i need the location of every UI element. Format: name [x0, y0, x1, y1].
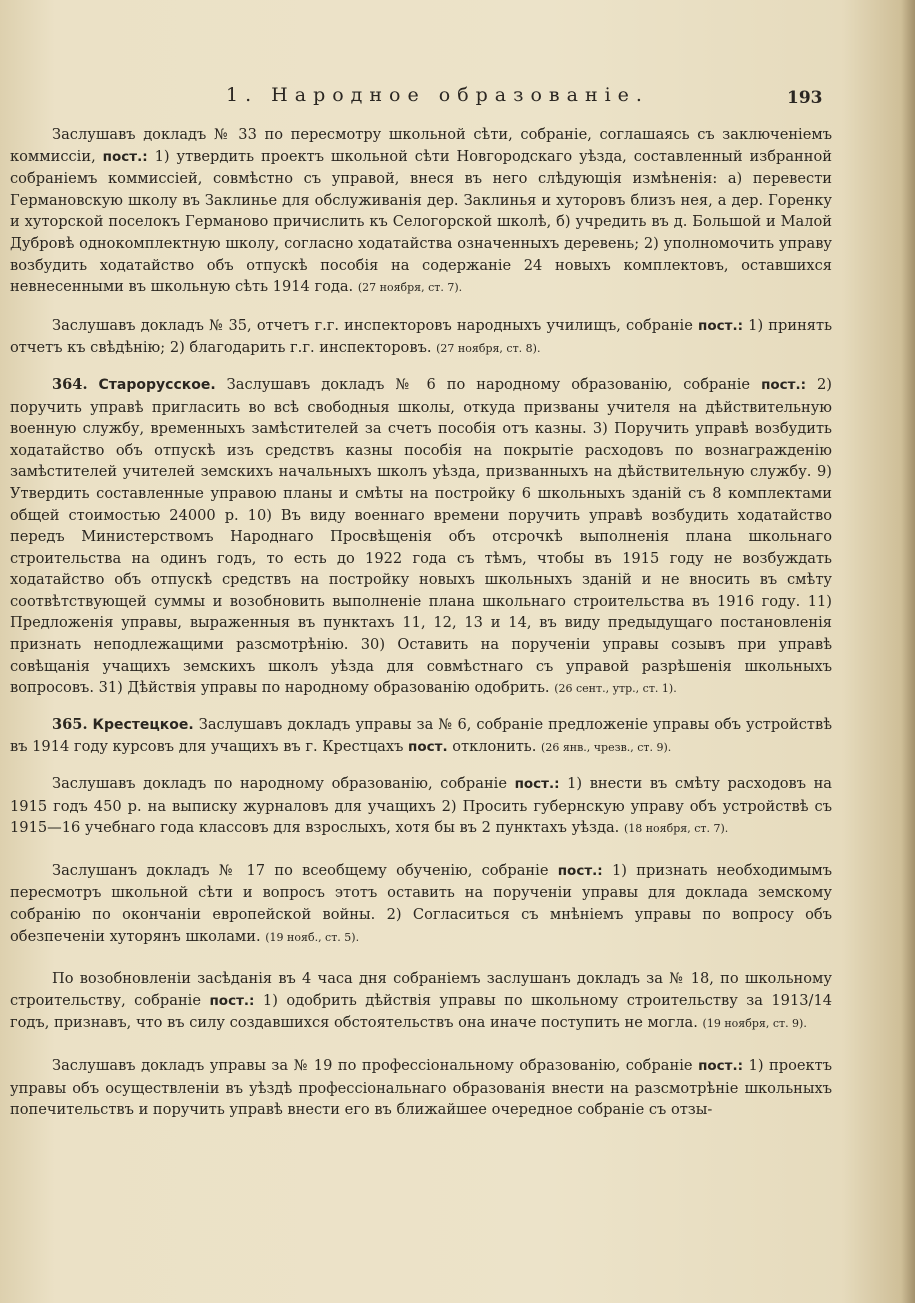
- paragraph-intro: По возобновленіи засѣданія въ 4 часа дня собраніемъ заслушанъ докладъ за № 18, по школьному строительству, собраніе: [10, 970, 832, 1009]
- page-number: 193: [787, 88, 823, 108]
- paragraph-text: 1) принять отчетъ къ свѣдѣнію; 2) благодарить г.г. инспекторовъ.: [10, 316, 833, 357]
- resolution-marker: пост.: [408, 739, 448, 756]
- page-header: [0, 84, 915, 114]
- resolution-marker: пост.:: [102, 148, 148, 165]
- paragraph-intro: Заслушавъ докладъ № 33 по пересмотру школьной сѣти, собраніе, соглашаясь съ заключеніемъ коммиссіи,: [10, 126, 832, 165]
- paragraph-8: [10, 1055, 832, 1122]
- section-number: 365.: [52, 715, 88, 733]
- session-reference: (18 ноября, ст. 7).: [623, 822, 729, 836]
- paragraph-1: [10, 124, 832, 299]
- paragraph-intro: Заслушавъ докладъ № 6 по народному образованію, собраніе: [226, 375, 751, 393]
- paragraph-365: [10, 714, 832, 759]
- paragraph-text: 1) утвердить проектъ школьной сѣти Новгородскаго уѣзда, составленный избранной собраніемъ коммиссіей, совмѣстно съ управой, внеся въ него слѣдующія измѣненія: а) перевести Гермaновскую школу въ Заклинье для обслуживанія дер. Заклинья и хуторовъ близъ нея, а дер. Горенку и хуторской поселокъ Германово причислить къ Селогорской школѣ, б) учредить въ д. Большой и Малой Дубровѣ однокомплектную школу, согласно ходатайства означенныхъ деревень; 2) уполномочить управу возбудить ходатайство объ отпускѣ пособія на содержаніе 24 новыхъ комплектовъ, оставшихся невнесенными въ школьную сѣть 1914 года.: [10, 147, 832, 296]
- paragraph-364: [10, 374, 832, 700]
- document-body: [10, 124, 832, 1122]
- session-reference: (19 нояб., ст. 5).: [265, 930, 360, 944]
- session-reference: (27 ноября, ст. 8).: [436, 342, 541, 356]
- paragraph-text: отклонить.: [452, 738, 537, 756]
- running-title: 1. Народное образованіе.: [226, 84, 649, 106]
- paragraph-7: [10, 968, 832, 1035]
- paragraph-text: 1) проектъ управы объ осуществленіи въ уѣздѣ профессіональнаго образованія внести на разсмотрѣніе школьныхъ попечительствъ и поручить управѣ внести его въ ближайшее очередное собраніе съ отзы-: [10, 1056, 833, 1119]
- resolution-marker: пост.:: [698, 317, 743, 334]
- paragraph-intro: Заслушавъ докладъ управы за № 6, собраніе предложеніе управы объ устройствѣ въ 1914 году курсовъ для учащихъ въ г. Крестцахъ: [10, 715, 833, 756]
- paragraph-text: 1) одобрить дѣйствія управы по школьному строительству за 1913/14 годъ, признавъ, что въ силу создавшихся обстоятельствъ она иначе поступить не могла.: [10, 991, 833, 1032]
- paragraph-text: 1) внести въ смѣту расходовъ на 1915 годъ 450 р. на выписку журналовъ для учащихъ 2) Просить губернскую управу объ устройствѣ съ 1915—16 учебнаго года классовъ для взрослыхъ, хотя бы въ 2 пунктахъ уѣзда.: [10, 775, 833, 837]
- session-reference: (27 ноября, ст. 7).: [357, 281, 463, 295]
- paragraph-intro: Заслушанъ докладъ № 17 по всеобщему обученію, собраніе: [52, 861, 549, 879]
- session-reference: (26 сент., утр., ст. 1).: [554, 682, 677, 696]
- section-number: 364.: [52, 375, 88, 393]
- district-name: Крестецкое.: [92, 716, 194, 733]
- paragraph-text: 1) признать необходимымъ пересмотръ школьной сѣти и вопросъ этотъ оставить на порученіи управы для доклада земскому собранію по окончаніи европейской войны. 2) Согласиться съ мнѣніемъ управы по вопросу объ обезпеченіи хуторянъ школами.: [10, 861, 832, 945]
- page-spine-shadow: [901, 0, 915, 1303]
- paragraph-2: [10, 315, 832, 360]
- paragraph-5: [10, 773, 832, 840]
- resolution-marker: пост.:: [209, 992, 255, 1009]
- resolution-marker: пост.:: [761, 376, 807, 393]
- paragraph-intro: Заслушавъ докладъ по народному образованію, собраніе: [52, 775, 507, 793]
- paragraph-intro: Заслушавъ докладъ № 35, отчетъ г.г. инспекторовъ народныхъ училищъ, собраніе: [52, 316, 693, 334]
- resolution-marker: пост.:: [557, 862, 603, 879]
- session-reference: (26 янв., чрезв., ст. 9).: [541, 741, 672, 755]
- paragraph-6: [10, 860, 832, 948]
- session-reference: (19 ноября, ст. 9).: [702, 1017, 807, 1031]
- paragraph-text: 2) поручить управѣ пригласить во всѣ свободныя школы, откуда призваны учителя на дѣйствительную военную службу, временныхъ замѣстителей за счетъ пособія отъ казны. 3) Поручить управѣ возбудить ходатайство объ отпускѣ изъ средствъ казны пособія на покрытіе расходовъ по вознагражденію замѣстителей учителей земскихъ начальныхъ школъ уѣзда, призванныхъ на дѣйствительную службу. 9) Утвердить составленные управою планы и смѣты на постройку 6 школьныхъ зданій съ 8 комплектами общей стоимостью 24000 р. 10) Въ виду военнаго времени поручить управѣ возбудить ходатайство передъ Министерствомъ Народнаго Просвѣщенія объ отсрочкѣ выполненія плана школьнаго строительства на одинъ годъ, то есть до 1922 года съ тѣмъ, чтобы въ 1915 году не возбуждать ходатайство объ отпускѣ средствъ на постройку новыхъ школьныхъ зданій и не вносить въ смѣту соотвѣтствующей суммы и возобновить выполненіе плана школьнаго строительства въ 1916 году. 11) Предложенія управы, выраженныя въ пунктахъ 11, 12, 13 и 14, въ виду предыдущаго постановленія признать неподлежащими разсмотрѣнію. 30) Оставить на порученіи управы созывъ при управѣ совѣщанія учащихъ земскихъ школъ уѣзда для совмѣстнаго съ управой разрѣшенія школьныхъ вопросовъ. 31) Дѣйствія управы по народному образованію одобрить.: [10, 375, 832, 697]
- paragraph-intro: Заслушавъ докладъ управы за № 19 по профессіональному образованію, собраніе: [52, 1056, 693, 1074]
- resolution-marker: пост.:: [514, 776, 560, 793]
- district-name: Старорусское.: [98, 376, 216, 393]
- resolution-marker: пост.:: [698, 1057, 744, 1074]
